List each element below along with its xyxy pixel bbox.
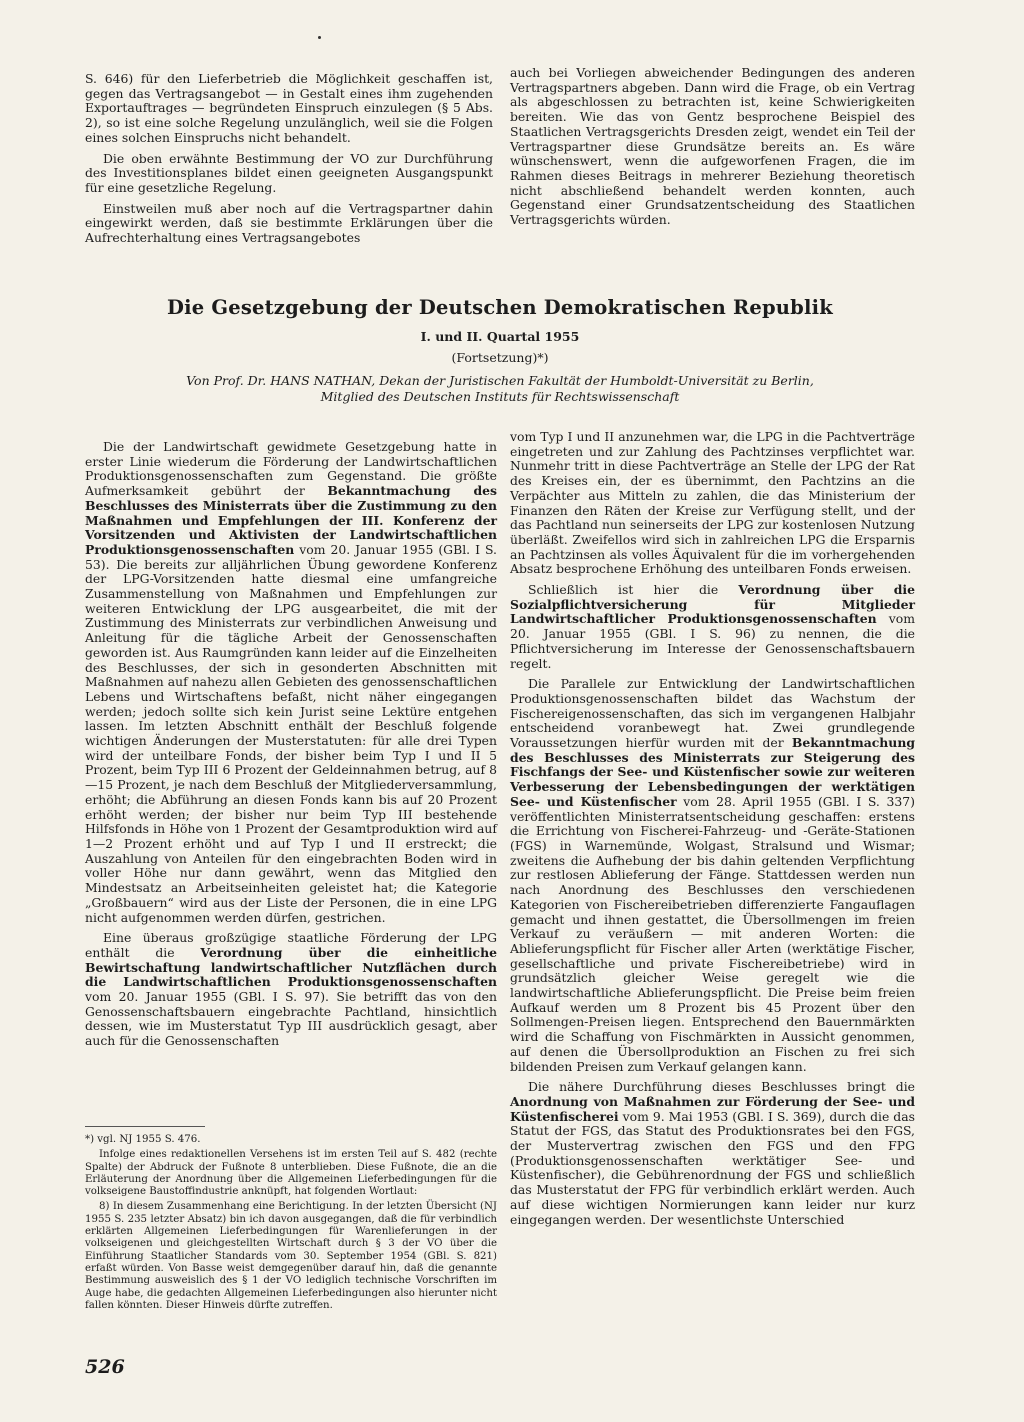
text-run: Die der Landwirtschaft gewidmete Gesetzgebung hatte in erster Linie wiederum die Förderung der Landwirtschaftlichen Produktionsgenossenschaften zum Gegenstand. Die größte Aufmerksamkeit gebührt der	[85, 439, 497, 499]
footnote: *) vgl. NJ 1955 S. 476.	[85, 1134, 201, 1145]
paragraph: Die oben erwähnte Bestimmung der VO zur Durchführung des Investitionsplanes bildet einen geeigneten Ausgangspunkt für eine gesetzliche Regelung.	[85, 150, 493, 195]
footnotes	[85, 1134, 497, 1315]
bold-citation: Verordnung über die einheitliche Bewirtschaftung landwirtschaftlicher Nutzflächen durch die Landwirtschaftlichen Produktionsgenossenschaften	[85, 944, 497, 990]
bold-citation: Bekanntmachung des Beschlusses des Ministerrats zur Steigerung des Fischfangs der See- und Küstenfischer sowie zur weiteren Verbesserung der Lebensbedingungen der werktätigen See- und Küstenfischer	[510, 735, 915, 809]
paragraph	[510, 1080, 915, 1227]
text-run: vom 20. Januar 1955 (GBl. I S. 97). Sie betrifft das von den Genossenschaftsbauern eingebrachte Pachtland, hinsichtlich dessen, wie im Musterstatut Typ III ausdrücklich gesagt, aber auch für die Genossenschaften	[85, 989, 497, 1049]
text-run: Schließlich ist hier die	[528, 582, 739, 598]
main-right-column	[510, 430, 915, 1233]
page-number: 526	[85, 1356, 125, 1378]
paragraph: Einstweilen muß aber noch auf die Vertragspartner dahin eingewirkt werden, daß sie bestimmte Erklärungen über die Aufrechterhaltung eines Vertragsangebotes	[85, 200, 493, 246]
top-left-column	[85, 72, 493, 252]
author-line-2: Mitglied des Deutschen Instituts für Rechtswissenschaft	[320, 389, 680, 404]
paragraph	[85, 931, 497, 1049]
bold-citation: Verordnung über die Sozialpflichtversicherung für Mitglieder Landwirtschaftlicher Produktionsgenossenschaften	[510, 582, 915, 627]
text-run: Die Parallele zur Entwicklung der Landwirtschaftlichen Produktionsgenossenschaften bildet das Wachstum der Fischereigenossenschaften, das sich im vergangenen Halbjahr entscheidend voranbewegt hat. Zwei grundlegende Voraussetzungen hierfür wurden mit der	[510, 676, 915, 751]
main-left-column	[85, 440, 497, 1055]
footnote: 8) In diesem Zusammenhang eine Berichtigung. In der letzten Übersicht (NJ 1955 S. 235 letzter Absatz) bin ich davon ausgegangen, daß die für verbindlich erklärten Allgemeinen Lieferbedingungen für Warenlieferungen in der volkseigenen und gleichgestellten Wirtschaft durch § 3 der VO über die Einführung Staatlicher Standards vom 30. September 1954 (GBl. S. 821) erfaßt würden. Von Basse weist demgegenüber darauf hin, daß die genannte Bestimmung ausweislich des § 1 der VO lediglich technische Vorschriften im Auge habe, die gedachten Allgemeinen Lieferbedingungen also hierunter nicht fallen könnten. Dieser Hinweis dürfte zutreffen.	[85, 1201, 497, 1311]
paragraph: auch bei Vorliegen abweichender Bedingungen des anderen Vertragspartners abgeben. Dann wird die Frage, ob ein Vertrag als abgeschlossen zu betrachten ist, keine Schwierigkeiten bereiten. Wie das von Gentz besprochene Beispiel des Staatlichen Vertragsgerichts Dresden zeigt, wendet ein Teil der Vertragspartner diese Grundsätze bereits an. Es wäre wünschenswert, wenn die aufgeworfenen Fragen, die im Rahmen dieses Beitrags in mehrerer Beziehung theoretisch nicht abschließend behandelt werden konnten, auch Gegenstand einer Grundsatzentscheidung des Staatlichen Vertragsgerichts würden.	[510, 65, 915, 228]
article-title: Die Gesetzgebung der Deutschen Demokratischen Republik	[167, 296, 833, 319]
article-subtitle: I. und II. Quartal 1955	[420, 329, 580, 344]
paragraph	[85, 440, 497, 925]
text-run: vom 28. April 1955 (GBl. I S. 337) veröffentlichten Ministerratsentscheidung geschaffen: erstens die Errichtung von Fischerei-Fahrzeug- und -Geräte-Stationen (FGS) in Warnemünde, Wolgast, Stralsund und Wismar; zweitens die Aufhebung der bis dahin geltenden Verpflichtung zur restlosen Ablieferung der Fänge. Stattdessen werden nun nach Anordnung des Beschlusses den verschiedenen Kategorien von Fischereibetrieben differenzierte Fangauflagen gemacht und ihnen gestattet, die Übersollmengen im freien Verkauf zu veräußern — mit anderen Worten: die Ablieferungspflicht für Fischer aller Arten (werktätige Fischer, gesellschaftliche und private Fischereibetriebe) wird in grundsätzlich gleicher Weise geregelt wie die landwirtschaftliche Ablieferungspflicht. Die Preise beim freien Aufkauf werden um 8 Prozent bis 45 Prozent über den Sollmengen-Preisen liegen. Entsprechend den Bauernmärkten wird die Schaffung von Fischmärkten in Aussicht genommen, auf denen die Übersollproduktion an Fischen zu frei sich bildenden Preisen zum Verkauf gelangen kann.	[510, 793, 915, 1074]
top-right-column	[510, 66, 915, 234]
footnote: Infolge eines redaktionellen Versehens ist im ersten Teil auf S. 482 (rechte Spalte) der Abdruck der Fußnote 8 unterblieben. Diese Fußnote, die an die Erläuterung der Anordnung über die Allgemeinen Lieferbedingungen für die volkseigene Baustoffindustrie anknüpft, hat folgenden Wortlaut:	[85, 1149, 497, 1198]
continuation-note: (Fortsetzung)*)	[451, 350, 549, 365]
text-run: vom 20. Januar 1955 (GBl. I S. 53). Die bereits zur alljährlichen Übung gewordene Konferenz der LPG-Vorsitzenden hatte diesmal eine umfangreiche Zusammenstellung von Maßnahmen und Empfehlungen zur weiteren Entwicklung der LPG ausgearbeitet, die mit der Zustimmung des Ministerrats zur verbindlichen Anweisung und Anleitung für die tägliche Arbeit der Genossenschaften geworden ist. Aus Raumgründen kann leider auf die Einzelheiten des Beschlusses, der sich in gesonderten Abschnitten mit Maßnahmen auf nahezu allen Gebieten des genossenschaftlichen Lebens und Wirtschaftens befaßt, nicht näher eingegangen werden; jedoch sollte sich kein Jurist seine Lektüre entgehen lassen. Im letzten Abschnitt enthält der Beschluß folgende wichtigen Änderungen der Musterstatuten: für alle drei Typen wird der unteilbare Fonds, der bisher beim Typ I und II 5 Prozent, beim Typ III 6 Prozent der Geldeinnahmen betrug, auf 8—15 Prozent, je nach dem Beschluß der Mitgliederversammlung, erhöht; die Abführung an diesen Fonds kann bis auf 20 Prozent erhöht werden; der bisher nur beim Typ III bestehende Hilfsfonds in Höhe von 1 Prozent der Gesamtproduktion wird auf 1—2 Prozent erhöht und auf Typ I und II erstreckt; die Auszahlung von Anteilen für den eingebrachten Boden wird in voller Höhe nur dann gewährt, wenn das Mitglied den Mindestsatz an Arbeitseinheiten geleistet hat; die Kategorie „Großbauern“ wird aus der Liste der Personen, die in eine LPG nicht aufgenommen werden dürfen, gestrichen.	[85, 541, 497, 925]
text-run: Die nähere Durchführung dieses Beschlusses bringt die	[528, 1079, 915, 1095]
print-speck	[318, 36, 321, 39]
bold-citation: Anordnung von Maßnahmen zur Förderung der See- und Küstenfischerei	[510, 1093, 915, 1124]
author-line-1: Von Prof. Dr. HANS NATHAN, Dekan der Juristischen Fakultät der Humboldt-Universität zu Berlin,	[186, 373, 814, 388]
footnote-divider	[85, 1126, 205, 1127]
bold-citation: Bekanntmachung des Beschlusses des Ministerrats über die Zustimmung zu den Maßnahmen und Empfehlungen der III. Konferenz der Vorsitzenden und Aktivisten der Landwirtschaftlichen Produktionsgenossenschaften	[85, 483, 498, 557]
text-run: vom 9. Mai 1953 (GBl. I S. 369), durch die das Statut der FGS, das Statut des Produktionsrates bei den FGS, der Mustervertrag zwischen den FGS und den FPG (Produktionsgenossenschaften werktätiger See- und Küstenfischer), die Gebührenordnung der FGS und schließlich das Musterstatut der FPG für verbindlich erklärt werden. Auch auf diese wichtigen Normierungen kann leider nur kurz eingegangen werden. Der wesentlichste Unterschied	[510, 1108, 915, 1227]
text-run: vom 20. Januar 1955 (GBl. I S. 96) zu nennen, die die Pflichtversicherung im Interesse der Genossenschaftsbauern regelt.	[510, 611, 915, 671]
paragraph: vom Typ I und II anzunehmen war, die LPG in die Pachtverträge eingetreten und zur Zahlung des Pachtzinses verpflichtet war. Nunmehr tritt in diese Pachtverträge an Stelle der LPG der Rat des Kreises ein, der es übernimmt, den Pachtzins an die Verpächter aus Mitteln zu zahlen, die das Ministerium der Finanzen den Räten der Kreise zur Verfügung stellt, und der das Pachtland nun seinerseits der LPG zur kostenlosen Nutzung überläßt. Zweifellos wird sich in zahlreichen LPG die Ersparnis an Pachtzinsen als volles Äquivalent für die im vorhergehenden Absatz besprochene Erhöhung des unteilbaren Fonds erweisen.	[510, 429, 915, 577]
text-run: Eine überaus großzügige staatliche Förderung der LPG enthält die	[85, 930, 497, 960]
paragraph: S. 646) für den Lieferbetrieb die Möglichkeit geschaffen ist, gegen das Vertragsangebot — in Gestalt eines ihm zugehenden Exportauftrages — begründeten Einspruch einzulegen (§ 5 Abs. 2), so ist eine solche Regelung unzulänglich, weil sie die Folgen eines solchen Einspruchs nicht behandelt.	[85, 71, 493, 145]
paragraph	[510, 583, 915, 671]
article-heading	[85, 296, 915, 405]
paragraph	[510, 677, 915, 1074]
author-line	[85, 373, 915, 405]
